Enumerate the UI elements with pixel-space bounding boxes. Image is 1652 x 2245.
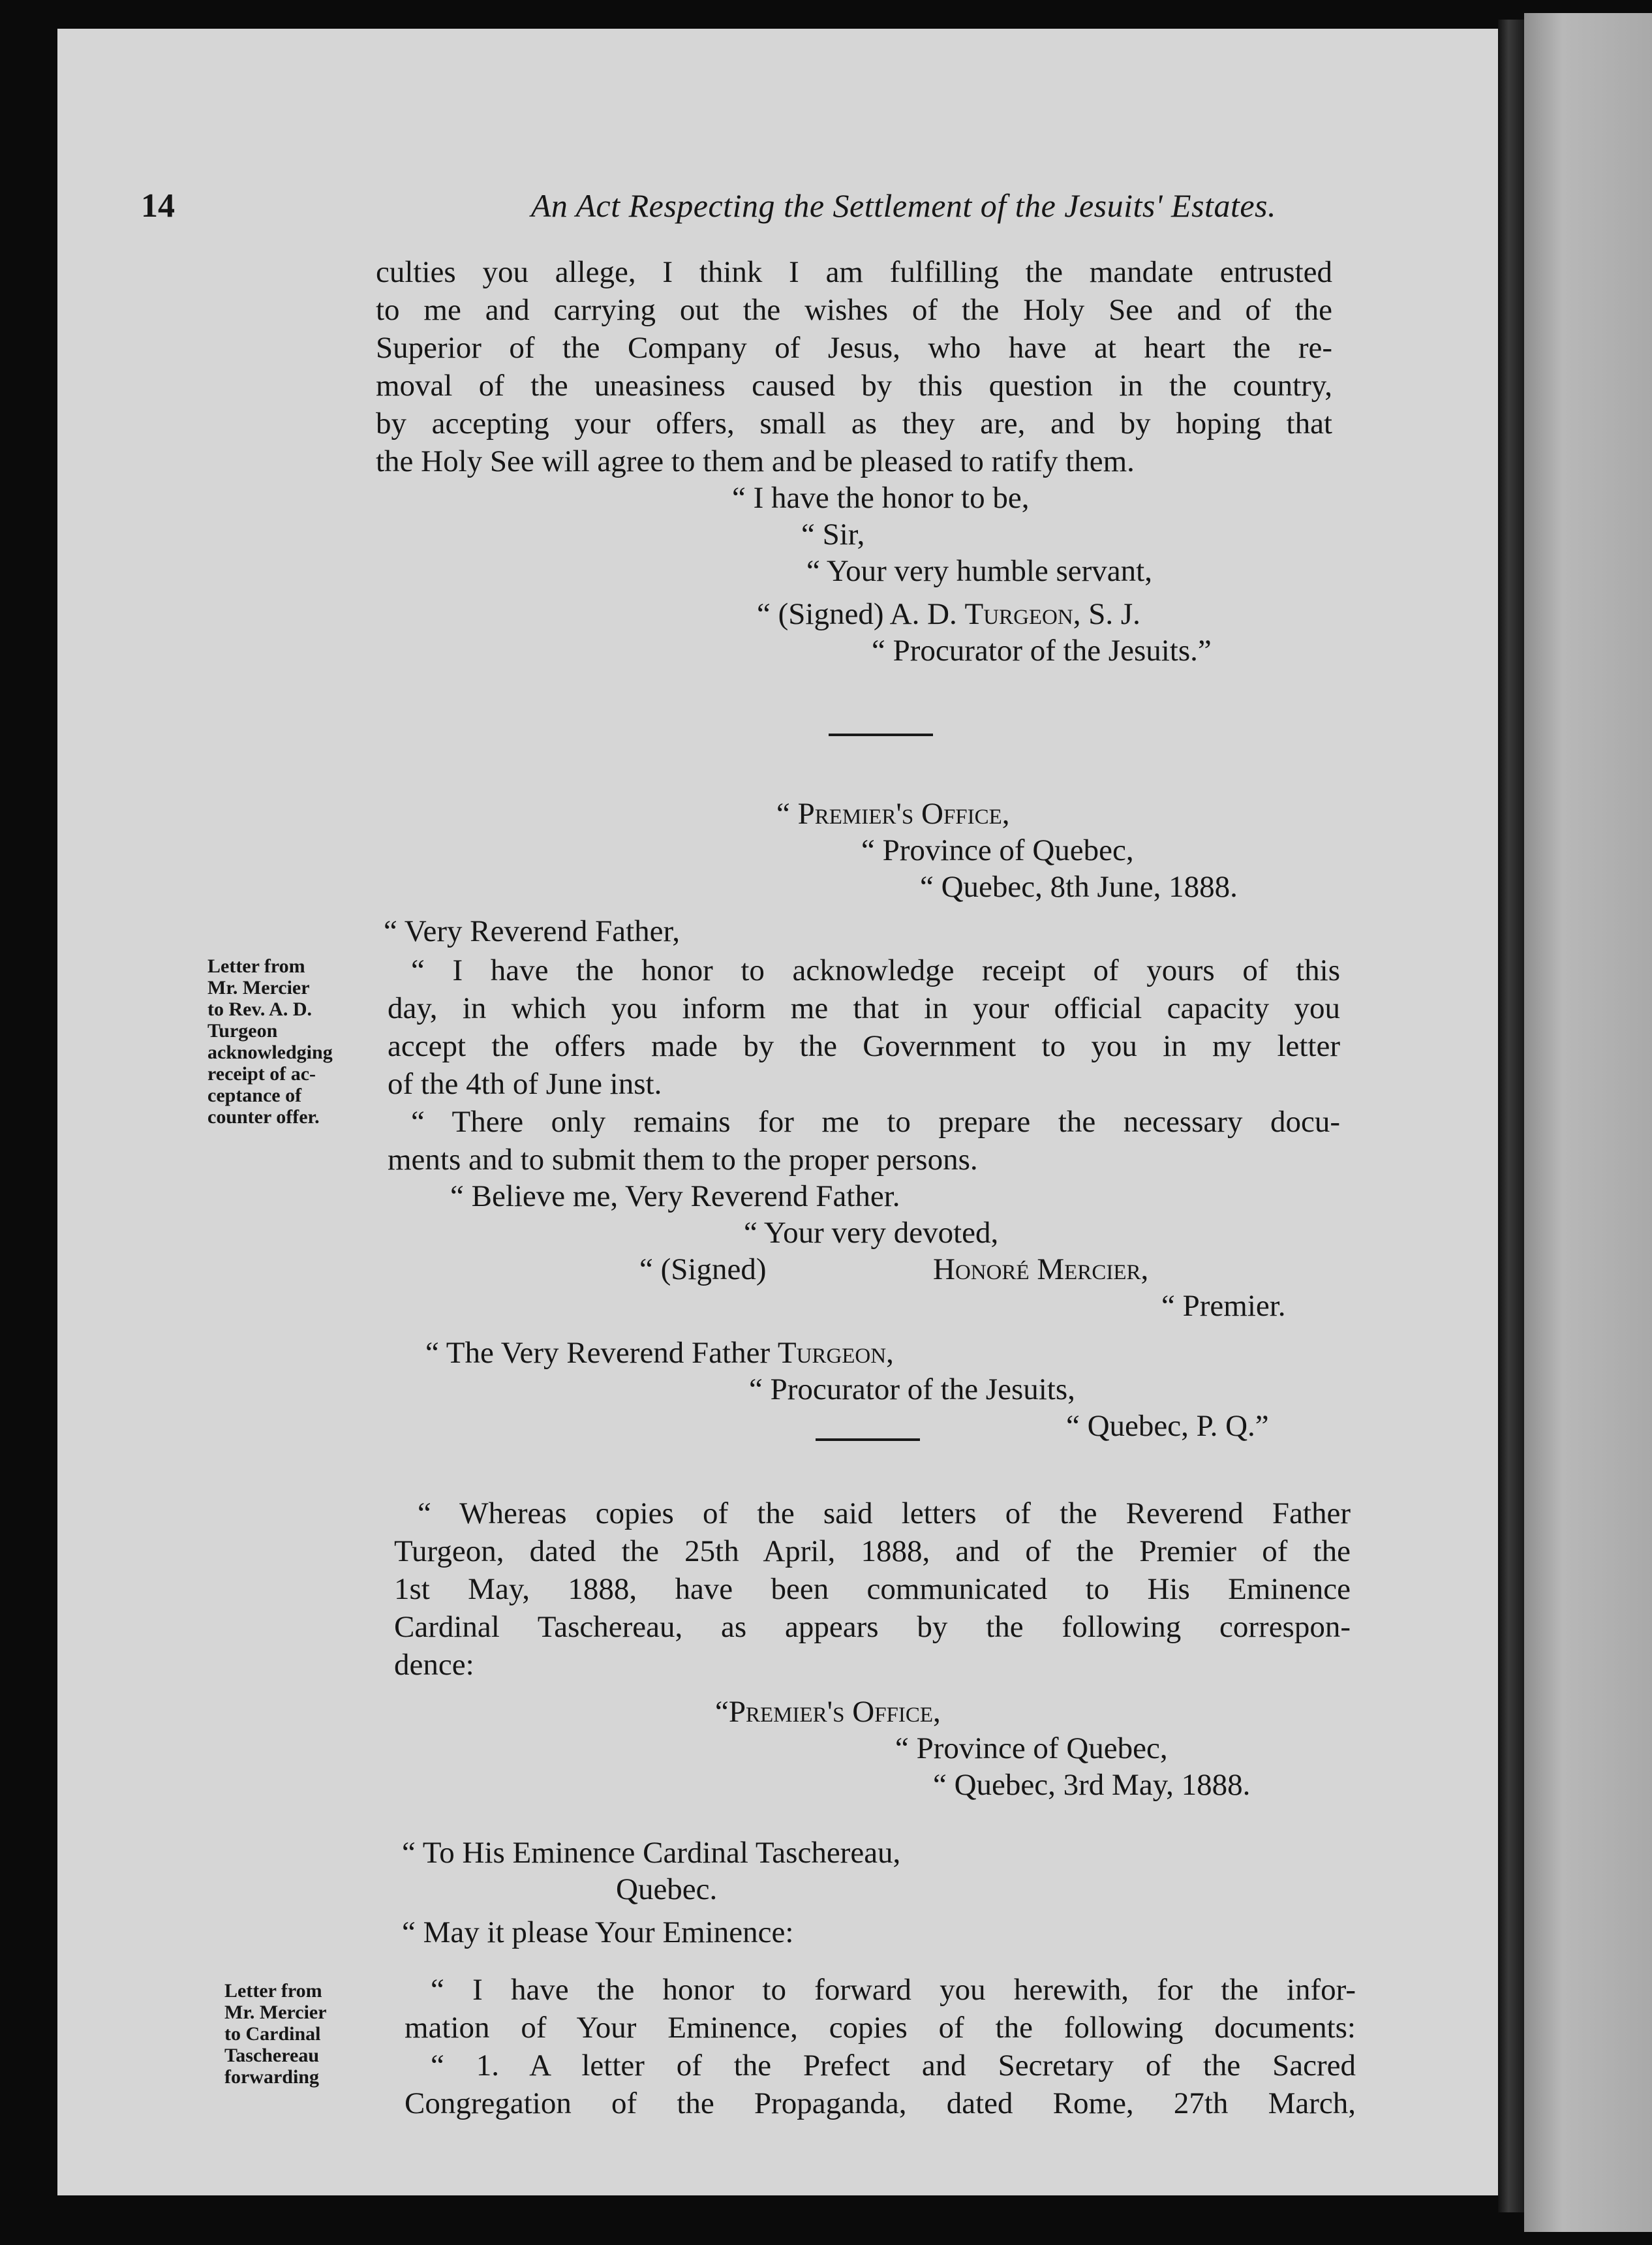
body-line: “ Whereas copies of the said letters of the Reverend Father — [418, 1496, 1351, 1530]
addressee-place: Quebec. — [616, 1872, 718, 1906]
addressee-name: Turgeon, — [777, 1336, 894, 1370]
signed-label: “ (Signed) — [639, 1252, 767, 1286]
body-line: Superior of the Company of Jesus, who have at heart the re- — [376, 331, 1332, 365]
page-number: 14 — [141, 187, 175, 225]
letterhead-office — [715, 1693, 941, 1731]
signer-name: Honoré Mercier, — [933, 1252, 1149, 1286]
closing-line: “ Your very devoted, — [744, 1216, 999, 1250]
margin-note-line: counter offer. — [207, 1106, 320, 1128]
section-divider — [816, 1438, 920, 1441]
closing-line: “ Believe me, Very Reverend Father. — [450, 1179, 900, 1213]
margin-note-line: forwarding — [224, 2066, 319, 2088]
margin-note-line: receipt of ac- — [207, 1063, 316, 1085]
body-line: “ There only remains for me to prepare the necessary docu- — [411, 1105, 1340, 1139]
signer-name: Turgeon — [964, 597, 1073, 631]
body-line: day, in which you inform me that in your official capacity you — [388, 991, 1340, 1025]
margin-note-line: Turgeon — [207, 1020, 278, 1042]
margin-note-line: to Rev. A. D. — [207, 999, 312, 1020]
page-header — [141, 187, 1276, 226]
closing-line: “ I have the honor to be, — [732, 481, 1030, 515]
body-line: Turgeon, dated the 25th April, 1888, and of the Premier of the — [394, 1534, 1351, 1568]
letterhead-province: “ Province of Quebec, — [861, 833, 1134, 867]
body-line: to me and carrying out the wishes of the Holy See and of the — [376, 293, 1332, 327]
book-spine — [1498, 20, 1524, 2212]
addressee-prefix: “ The Very Reverend Father — [425, 1336, 778, 1370]
margin-note-line: to Cardinal — [224, 2023, 321, 2045]
signer-title: “ Premier. — [1161, 1289, 1286, 1323]
adjacent-page-edge — [1524, 13, 1652, 2232]
signature-line — [757, 595, 1140, 633]
margin-note-line: Mr. Mercier — [224, 2002, 327, 2023]
section-divider — [829, 734, 933, 736]
signed-prefix: “ (Signed) A. D. — [757, 597, 965, 631]
letterhead-province: “ Province of Quebec, — [895, 1731, 1168, 1765]
margin-note-line: Taschereau — [224, 2045, 320, 2066]
body-line: Congregation of the Propaganda, dated Rome, 27th March, — [405, 2086, 1356, 2120]
letter-date: “ Quebec, 8th June, 1888. — [920, 870, 1238, 904]
addressee-line — [425, 1334, 894, 1372]
margin-note-line: ceptance of — [207, 1085, 302, 1106]
letterhead-office — [776, 795, 1010, 833]
body-line: “ 1. A letter of the Prefect and Secretary of the Sacred — [431, 2049, 1356, 2082]
body-line: by accepting your offers, small as they are, and by hoping that — [376, 407, 1332, 441]
margin-note-line: Letter from — [207, 955, 305, 977]
body-line: ments and to submit them to the proper persons. — [388, 1143, 978, 1177]
margin-note-line: acknowledging — [207, 1042, 333, 1063]
quote-mark: “ — [776, 797, 798, 831]
quote-mark: “ — [715, 1695, 729, 1729]
closing-line: “ Sir, — [801, 518, 865, 551]
addressee-line: “ To His Eminence Cardinal Taschereau, — [402, 1836, 901, 1870]
addressee-title: “ Procurator of the Jesuits, — [749, 1372, 1075, 1406]
signer-suffix: , S. J. — [1073, 597, 1140, 631]
body-line: dence: — [394, 1648, 474, 1682]
body-line: Cardinal Taschereau, as appears by the following correspon- — [394, 1610, 1351, 1644]
margin-note-line: Letter from — [224, 1980, 322, 2002]
body-line: “ I have the honor to forward you herewith, for the infor- — [431, 1973, 1356, 2007]
closing-line: “ Your very humble servant, — [806, 554, 1152, 588]
body-line: the Holy See will agree to them and be pleased to ratify them. — [376, 444, 1135, 478]
salutation: “ Very Reverend Father, — [384, 914, 681, 948]
letter-date: “ Quebec, 3rd May, 1888. — [933, 1768, 1251, 1802]
signer-title: “ Procurator of the Jesuits.” — [872, 634, 1212, 668]
body-line: 1st May, 1888, have been communicated to His Eminence — [394, 1572, 1351, 1606]
body-line: mation of Your Eminence, copies of the following documents: — [405, 2011, 1356, 2045]
body-line: culties you allege, I think I am fulfilling the mandate entrusted — [376, 255, 1332, 289]
body-line: of the 4th of June inst. — [388, 1067, 662, 1101]
addressee-place: “ Quebec, P. Q.” — [1066, 1409, 1269, 1443]
body-line: “ I have the honor to acknowledge receipt of yours of this — [411, 953, 1340, 987]
office-name: Premier's Office, — [797, 797, 1010, 831]
margin-note-line: Mr. Mercier — [207, 977, 310, 999]
running-title: An Act Respecting the Settlement of the Jesuits' Estates. — [530, 187, 1276, 224]
body-line: accept the offers made by the Government to you in my letter — [388, 1029, 1340, 1063]
office-name: Premier's Office, — [728, 1695, 941, 1729]
salutation: “ May it please Your Eminence: — [402, 1915, 794, 1949]
body-line: moval of the uneasiness caused by this question in the country, — [376, 369, 1332, 403]
